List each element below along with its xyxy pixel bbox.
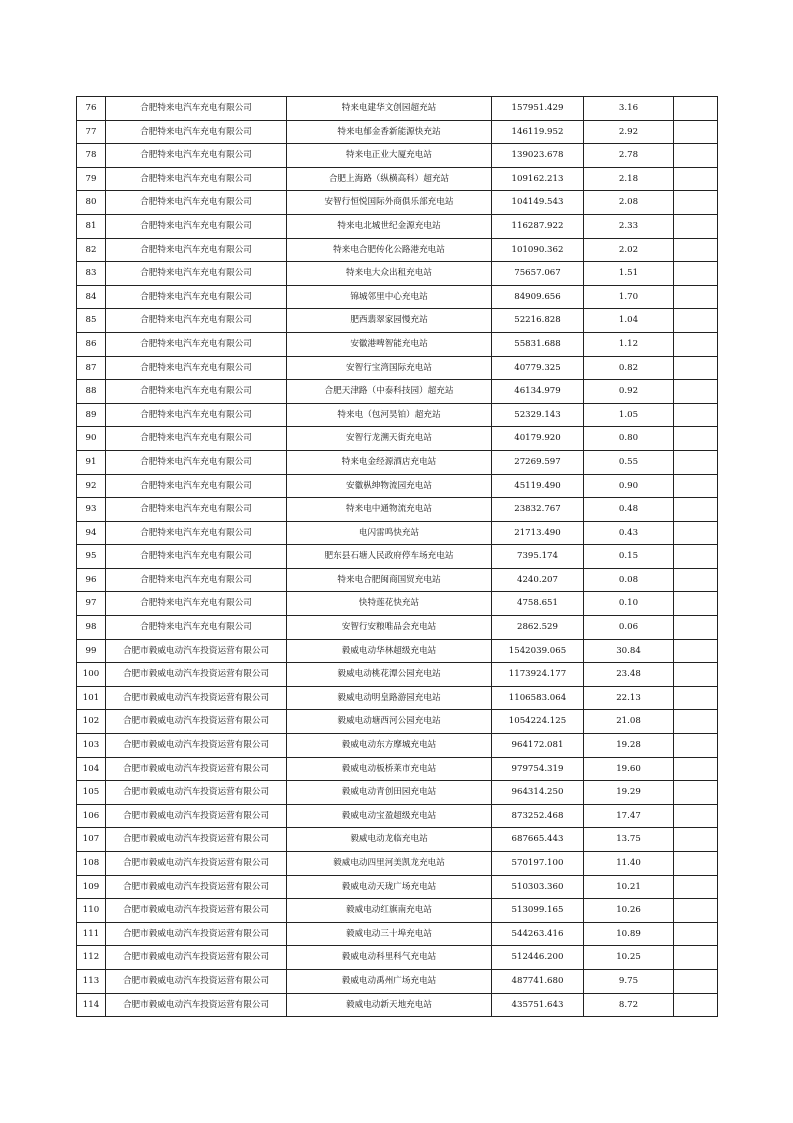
amount-value: 46134.979 <box>492 380 584 404</box>
row-number: 78 <box>77 144 106 168</box>
row-number: 103 <box>77 734 106 758</box>
station-name: 安智行宝湾国际充电站 <box>287 356 492 380</box>
amount-value: 687665.443 <box>492 828 584 852</box>
table-row <box>77 969 718 993</box>
amount-value: 146119.952 <box>492 120 584 144</box>
remark-cell <box>674 238 718 262</box>
remark-cell <box>674 285 718 309</box>
company-name: 合肥特来电汽车充电有限公司 <box>106 309 287 333</box>
amount-value: 512446.200 <box>492 946 584 970</box>
company-name: 合肥市毅威电动汽车投资运营有限公司 <box>106 828 287 852</box>
remark-cell <box>674 191 718 215</box>
table-row <box>77 852 718 876</box>
company-name: 合肥特来电汽车充电有限公司 <box>106 592 287 616</box>
percent-value: 2.78 <box>584 144 674 168</box>
row-number: 90 <box>77 427 106 451</box>
row-number: 94 <box>77 521 106 545</box>
table-row <box>77 285 718 309</box>
amount-value: 487741.680 <box>492 969 584 993</box>
table-row <box>77 332 718 356</box>
table-row <box>77 592 718 616</box>
amount-value: 7395.174 <box>492 545 584 569</box>
percent-value: 1.12 <box>584 332 674 356</box>
table-row <box>77 686 718 710</box>
amount-value: 544263.416 <box>492 922 584 946</box>
table-row <box>77 663 718 687</box>
row-number: 93 <box>77 498 106 522</box>
remark-cell <box>674 639 718 663</box>
station-name: 特来电正业大厦充电站 <box>287 144 492 168</box>
row-number: 86 <box>77 332 106 356</box>
row-number: 83 <box>77 262 106 286</box>
remark-cell <box>674 757 718 781</box>
station-name: 毅威电动三十埠充电站 <box>287 922 492 946</box>
company-name: 合肥特来电汽车充电有限公司 <box>106 521 287 545</box>
remark-cell <box>674 946 718 970</box>
remark-cell <box>674 450 718 474</box>
station-name: 毅威电动四里河美凯龙充电站 <box>287 852 492 876</box>
row-number: 114 <box>77 993 106 1017</box>
station-name: 合肥上海路（纵横高科）超充站 <box>287 167 492 191</box>
table-row <box>77 97 718 121</box>
table-row <box>77 616 718 640</box>
table-row <box>77 120 718 144</box>
table-row <box>77 545 718 569</box>
station-name: 毅威电动天珑广场充电站 <box>287 875 492 899</box>
amount-value: 52216.828 <box>492 309 584 333</box>
percent-value: 1.04 <box>584 309 674 333</box>
percent-value: 0.90 <box>584 474 674 498</box>
percent-value: 0.10 <box>584 592 674 616</box>
table-row <box>77 875 718 899</box>
remark-cell <box>674 380 718 404</box>
station-name: 特来电北城世纪金源充电站 <box>287 214 492 238</box>
table-row <box>77 474 718 498</box>
remark-cell <box>674 427 718 451</box>
company-name: 合肥特来电汽车充电有限公司 <box>106 403 287 427</box>
company-name: 合肥市毅威电动汽车投资运营有限公司 <box>106 734 287 758</box>
company-name: 合肥市毅威电动汽车投资运营有限公司 <box>106 781 287 805</box>
percent-value: 9.75 <box>584 969 674 993</box>
row-number: 100 <box>77 663 106 687</box>
remark-cell <box>674 781 718 805</box>
percent-value: 2.92 <box>584 120 674 144</box>
company-name: 合肥特来电汽车充电有限公司 <box>106 427 287 451</box>
row-number: 89 <box>77 403 106 427</box>
station-name: 特来电合肥传化公路港充电站 <box>287 238 492 262</box>
table-row <box>77 356 718 380</box>
remark-cell <box>674 356 718 380</box>
row-number: 80 <box>77 191 106 215</box>
company-name: 合肥特来电汽车充电有限公司 <box>106 450 287 474</box>
station-name: 特来电金经源酒店充电站 <box>287 450 492 474</box>
remark-cell <box>674 262 718 286</box>
station-name: 锦城邻里中心充电站 <box>287 285 492 309</box>
percent-value: 0.15 <box>584 545 674 569</box>
amount-value: 435751.643 <box>492 993 584 1017</box>
company-name: 合肥市毅威电动汽车投资运营有限公司 <box>106 875 287 899</box>
remark-cell <box>674 144 718 168</box>
remark-cell <box>674 97 718 121</box>
percent-value: 0.80 <box>584 427 674 451</box>
amount-value: 1173924.177 <box>492 663 584 687</box>
remark-cell <box>674 592 718 616</box>
remark-cell <box>674 734 718 758</box>
remark-cell <box>674 309 718 333</box>
table-row <box>77 144 718 168</box>
amount-value: 101090.362 <box>492 238 584 262</box>
station-name: 安徽港啤智能充电站 <box>287 332 492 356</box>
percent-value: 11.40 <box>584 852 674 876</box>
amount-value: 2862.529 <box>492 616 584 640</box>
amount-value: 55831.688 <box>492 332 584 356</box>
percent-value: 3.16 <box>584 97 674 121</box>
remark-cell <box>674 663 718 687</box>
station-name: 毅威电动禹州广场充电站 <box>287 969 492 993</box>
percent-value: 19.29 <box>584 781 674 805</box>
station-name: 毅威电动宝盈超级充电站 <box>287 804 492 828</box>
percent-value: 30.84 <box>584 639 674 663</box>
table-row <box>77 781 718 805</box>
table-row <box>77 757 718 781</box>
station-name: 毅威电动科里科气充电站 <box>287 946 492 970</box>
remark-cell <box>674 993 718 1017</box>
station-name: 安智行安粮唯品会充电站 <box>287 616 492 640</box>
company-name: 合肥市毅威电动汽车投资运营有限公司 <box>106 993 287 1017</box>
table-row <box>77 922 718 946</box>
amount-value: 21713.490 <box>492 521 584 545</box>
station-name: 特来电（包河昊铂）超充站 <box>287 403 492 427</box>
station-name: 电闪雷鸣快充站 <box>287 521 492 545</box>
company-name: 合肥特来电汽车充电有限公司 <box>106 120 287 144</box>
remark-cell <box>674 214 718 238</box>
remark-cell <box>674 120 718 144</box>
row-number: 108 <box>77 852 106 876</box>
station-name: 特来电大众出租充电站 <box>287 262 492 286</box>
amount-value: 4240.207 <box>492 568 584 592</box>
percent-value: 21.08 <box>584 710 674 734</box>
company-name: 合肥特来电汽车充电有限公司 <box>106 262 287 286</box>
station-name: 毅威电动红旗南充电站 <box>287 899 492 923</box>
station-name: 合肥天津路（中泰科技园）超充站 <box>287 380 492 404</box>
company-name: 合肥市毅威电动汽车投资运营有限公司 <box>106 639 287 663</box>
amount-value: 1106583.064 <box>492 686 584 710</box>
row-number: 105 <box>77 781 106 805</box>
remark-cell <box>674 545 718 569</box>
table-row <box>77 450 718 474</box>
row-number: 107 <box>77 828 106 852</box>
percent-value: 13.75 <box>584 828 674 852</box>
percent-value: 0.82 <box>584 356 674 380</box>
remark-cell <box>674 899 718 923</box>
row-number: 96 <box>77 568 106 592</box>
company-name: 合肥市毅威电动汽车投资运营有限公司 <box>106 852 287 876</box>
table-row <box>77 899 718 923</box>
company-name: 合肥特来电汽车充电有限公司 <box>106 191 287 215</box>
company-name: 合肥市毅威电动汽车投资运营有限公司 <box>106 969 287 993</box>
remark-cell <box>674 332 718 356</box>
company-name: 合肥特来电汽车充电有限公司 <box>106 498 287 522</box>
row-number: 84 <box>77 285 106 309</box>
table-row <box>77 191 718 215</box>
company-name: 合肥市毅威电动汽车投资运营有限公司 <box>106 946 287 970</box>
row-number: 79 <box>77 167 106 191</box>
table-row <box>77 214 718 238</box>
row-number: 113 <box>77 969 106 993</box>
company-name: 合肥特来电汽车充电有限公司 <box>106 214 287 238</box>
table-row <box>77 238 718 262</box>
company-name: 合肥市毅威电动汽车投资运营有限公司 <box>106 710 287 734</box>
amount-value: 84909.656 <box>492 285 584 309</box>
remark-cell <box>674 498 718 522</box>
percent-value: 1.05 <box>584 403 674 427</box>
table-row <box>77 804 718 828</box>
table-row <box>77 262 718 286</box>
table-row <box>77 828 718 852</box>
amount-value: 964314.250 <box>492 781 584 805</box>
percent-value: 0.06 <box>584 616 674 640</box>
row-number: 82 <box>77 238 106 262</box>
station-name: 特来电合肥闽商国贸充电站 <box>287 568 492 592</box>
amount-value: 570197.100 <box>492 852 584 876</box>
table-row <box>77 734 718 758</box>
company-name: 合肥特来电汽车充电有限公司 <box>106 380 287 404</box>
percent-value: 1.51 <box>584 262 674 286</box>
remark-cell <box>674 710 718 734</box>
percent-value: 0.92 <box>584 380 674 404</box>
amount-value: 873252.468 <box>492 804 584 828</box>
percent-value: 0.08 <box>584 568 674 592</box>
amount-value: 40779.325 <box>492 356 584 380</box>
row-number: 101 <box>77 686 106 710</box>
remark-cell <box>674 167 718 191</box>
table-row <box>77 521 718 545</box>
company-name: 合肥特来电汽车充电有限公司 <box>106 356 287 380</box>
company-name: 合肥特来电汽车充电有限公司 <box>106 474 287 498</box>
remark-cell <box>674 568 718 592</box>
table-row <box>77 309 718 333</box>
station-name: 特来电郁金香新能源快充站 <box>287 120 492 144</box>
station-name: 毅威电动板桥莱市充电站 <box>287 757 492 781</box>
row-number: 102 <box>77 710 106 734</box>
percent-value: 19.60 <box>584 757 674 781</box>
company-name: 合肥特来电汽车充电有限公司 <box>106 97 287 121</box>
row-number: 104 <box>77 757 106 781</box>
row-number: 91 <box>77 450 106 474</box>
company-name: 合肥特来电汽车充电有限公司 <box>106 545 287 569</box>
amount-value: 104149.543 <box>492 191 584 215</box>
remark-cell <box>674 616 718 640</box>
company-name: 合肥特来电汽车充电有限公司 <box>106 167 287 191</box>
company-name: 合肥特来电汽车充电有限公司 <box>106 144 287 168</box>
amount-value: 510303.360 <box>492 875 584 899</box>
table-row <box>77 946 718 970</box>
amount-value: 75657.067 <box>492 262 584 286</box>
table-row <box>77 380 718 404</box>
company-name: 合肥特来电汽车充电有限公司 <box>106 332 287 356</box>
row-number: 106 <box>77 804 106 828</box>
remark-cell <box>674 969 718 993</box>
station-name: 毅威电动塘西河公园充电站 <box>287 710 492 734</box>
table-row <box>77 427 718 451</box>
row-number: 109 <box>77 875 106 899</box>
company-name: 合肥市毅威电动汽车投资运营有限公司 <box>106 757 287 781</box>
row-number: 112 <box>77 946 106 970</box>
company-name: 合肥特来电汽车充电有限公司 <box>106 285 287 309</box>
row-number: 111 <box>77 922 106 946</box>
remark-cell <box>674 828 718 852</box>
company-name: 合肥特来电汽车充电有限公司 <box>106 238 287 262</box>
company-name: 合肥市毅威电动汽车投资运营有限公司 <box>106 686 287 710</box>
amount-value: 979754.319 <box>492 757 584 781</box>
row-number: 77 <box>77 120 106 144</box>
remark-cell <box>674 804 718 828</box>
station-name: 肥东县石塘人民政府停车场充电站 <box>287 545 492 569</box>
percent-value: 22.13 <box>584 686 674 710</box>
remark-cell <box>674 686 718 710</box>
percent-value: 10.89 <box>584 922 674 946</box>
row-number: 76 <box>77 97 106 121</box>
station-table <box>76 96 718 1017</box>
table-body <box>77 97 718 1017</box>
company-name: 合肥特来电汽车充电有限公司 <box>106 616 287 640</box>
station-name: 毅威电动青创田园充电站 <box>287 781 492 805</box>
amount-value: 4758.651 <box>492 592 584 616</box>
remark-cell <box>674 403 718 427</box>
amount-value: 116287.922 <box>492 214 584 238</box>
company-name: 合肥市毅威电动汽车投资运营有限公司 <box>106 922 287 946</box>
percent-value: 2.02 <box>584 238 674 262</box>
row-number: 95 <box>77 545 106 569</box>
percent-value: 0.43 <box>584 521 674 545</box>
table-row <box>77 568 718 592</box>
row-number: 97 <box>77 592 106 616</box>
percent-value: 0.48 <box>584 498 674 522</box>
amount-value: 23832.767 <box>492 498 584 522</box>
percent-value: 8.72 <box>584 993 674 1017</box>
station-name: 毅威电动华林超级充电站 <box>287 639 492 663</box>
percent-value: 0.55 <box>584 450 674 474</box>
table-row <box>77 498 718 522</box>
remark-cell <box>674 875 718 899</box>
amount-value: 513099.165 <box>492 899 584 923</box>
station-name: 毅威电动明皇路游园充电站 <box>287 686 492 710</box>
percent-value: 2.18 <box>584 167 674 191</box>
remark-cell <box>674 521 718 545</box>
station-name: 毅威电动东方摩城充电站 <box>287 734 492 758</box>
row-number: 99 <box>77 639 106 663</box>
percent-value: 2.33 <box>584 214 674 238</box>
amount-value: 157951.429 <box>492 97 584 121</box>
row-number: 85 <box>77 309 106 333</box>
percent-value: 23.48 <box>584 663 674 687</box>
row-number: 98 <box>77 616 106 640</box>
amount-value: 40179.920 <box>492 427 584 451</box>
amount-value: 45119.490 <box>492 474 584 498</box>
table-row <box>77 639 718 663</box>
station-name: 毅威电动桃花潭公园充电站 <box>287 663 492 687</box>
company-name: 合肥特来电汽车充电有限公司 <box>106 568 287 592</box>
station-name: 肥西翡翠家园慢充站 <box>287 309 492 333</box>
percent-value: 1.70 <box>584 285 674 309</box>
amount-value: 964172.081 <box>492 734 584 758</box>
amount-value: 27269.597 <box>492 450 584 474</box>
table-row <box>77 403 718 427</box>
row-number: 81 <box>77 214 106 238</box>
station-name: 毅威电动龙临充电站 <box>287 828 492 852</box>
station-name: 安徽枞绅物流园充电站 <box>287 474 492 498</box>
company-name: 合肥市毅威电动汽车投资运营有限公司 <box>106 663 287 687</box>
row-number: 88 <box>77 380 106 404</box>
remark-cell <box>674 474 718 498</box>
percent-value: 10.25 <box>584 946 674 970</box>
company-name: 合肥市毅威电动汽车投资运营有限公司 <box>106 804 287 828</box>
table-row <box>77 710 718 734</box>
row-number: 92 <box>77 474 106 498</box>
percent-value: 2.08 <box>584 191 674 215</box>
row-number: 110 <box>77 899 106 923</box>
percent-value: 10.21 <box>584 875 674 899</box>
station-name: 特来电中通物流充电站 <box>287 498 492 522</box>
remark-cell <box>674 922 718 946</box>
remark-cell <box>674 852 718 876</box>
table-row <box>77 993 718 1017</box>
amount-value: 109162.213 <box>492 167 584 191</box>
station-name: 安智行恒悦国际外商俱乐部充电站 <box>287 191 492 215</box>
percent-value: 10.26 <box>584 899 674 923</box>
percent-value: 17.47 <box>584 804 674 828</box>
table-row <box>77 167 718 191</box>
station-name: 毅威电动新天地充电站 <box>287 993 492 1017</box>
station-name: 特来电建华文创园超充站 <box>287 97 492 121</box>
station-name: 快特莲花快充站 <box>287 592 492 616</box>
amount-value: 52329.143 <box>492 403 584 427</box>
station-name: 安智行龙溯天街充电站 <box>287 427 492 451</box>
percent-value: 19.28 <box>584 734 674 758</box>
row-number: 87 <box>77 356 106 380</box>
amount-value: 1054224.125 <box>492 710 584 734</box>
company-name: 合肥市毅威电动汽车投资运营有限公司 <box>106 899 287 923</box>
amount-value: 139023.678 <box>492 144 584 168</box>
amount-value: 1542039.065 <box>492 639 584 663</box>
